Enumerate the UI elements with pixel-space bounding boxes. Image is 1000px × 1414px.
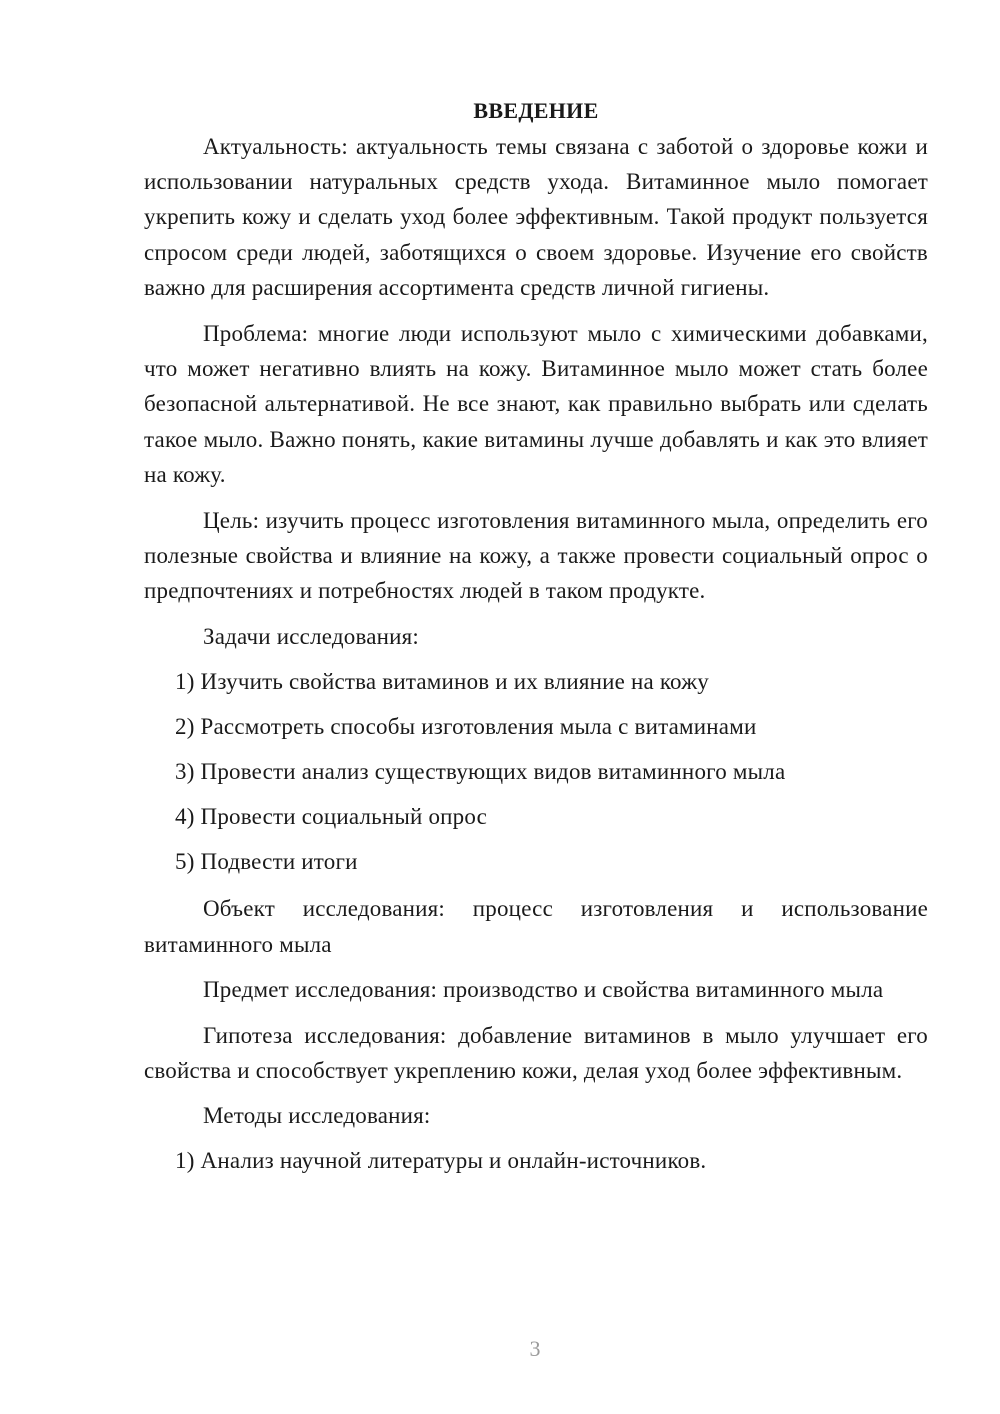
section-heading: ВВЕДЕНИЕ	[473, 98, 599, 123]
subject-paragraph: Предмет исследования: производство и свойства витаминного мыла	[203, 976, 884, 1002]
list-item: 2) Рассмотреть способы изготовления мыла с витаминами	[175, 713, 757, 739]
methods-list	[144, 1144, 928, 1189]
hypothesis-paragraph: Гипотеза исследования: добавление витаминов в мыло улучшает его свойства и способствует укреплению кожи, делая уход более эффективным.	[144, 1022, 928, 1083]
tasks-title: Задачи исследования:	[203, 623, 420, 649]
document-body	[144, 97, 928, 1189]
list-item: 3) Провести анализ существующих видов витаминного мыла	[175, 759, 786, 785]
list-item: 1) Анализ научной литературы и онлайн-источников.	[175, 1148, 707, 1174]
object-paragraph: Объект исследования: процесс изготовления и использование витаминного мыла	[144, 896, 928, 957]
page-number: 3	[529, 1336, 541, 1361]
problem-paragraph: Проблема: многие люди используют мыло с химическими добавками, что может негативно влиять на кожу. Витаминное мыло может стать более безопасной альтернативой. Не все знают, как правильно выбрать или сделать такое мыло. Важно понять, какие витамины лучше добавлять и как это влияет на кожу.	[144, 321, 928, 487]
tasks-list	[144, 665, 928, 892]
relevance-paragraph: Актуальность: актуальность темы связана с заботой о здоровье кожи и использовании натуральных средств ухода. Витаминное мыло помогает укрепить кожу и сделать уход более эффективным. Такой продукт пользуется спросом среди людей, заботящихся о своем здоровье. Изучение его свойств важно для расширения ассортимента средств личной гигиены.	[144, 134, 928, 300]
list-item: 4) Провести социальный опрос	[175, 804, 488, 830]
goal-paragraph: Цель: изучить процесс изготовления витаминного мыла, определить его полезные свойства и влияние на кожу, а также провести социальный опрос о предпочтениях и потребностях людей в таком продукте.	[144, 508, 928, 604]
list-item: 5) Подвести итоги	[175, 849, 358, 875]
list-item: 1) Изучить свойства витаминов и их влияние на кожу	[175, 668, 709, 694]
methods-title: Методы исследования:	[203, 1103, 431, 1129]
